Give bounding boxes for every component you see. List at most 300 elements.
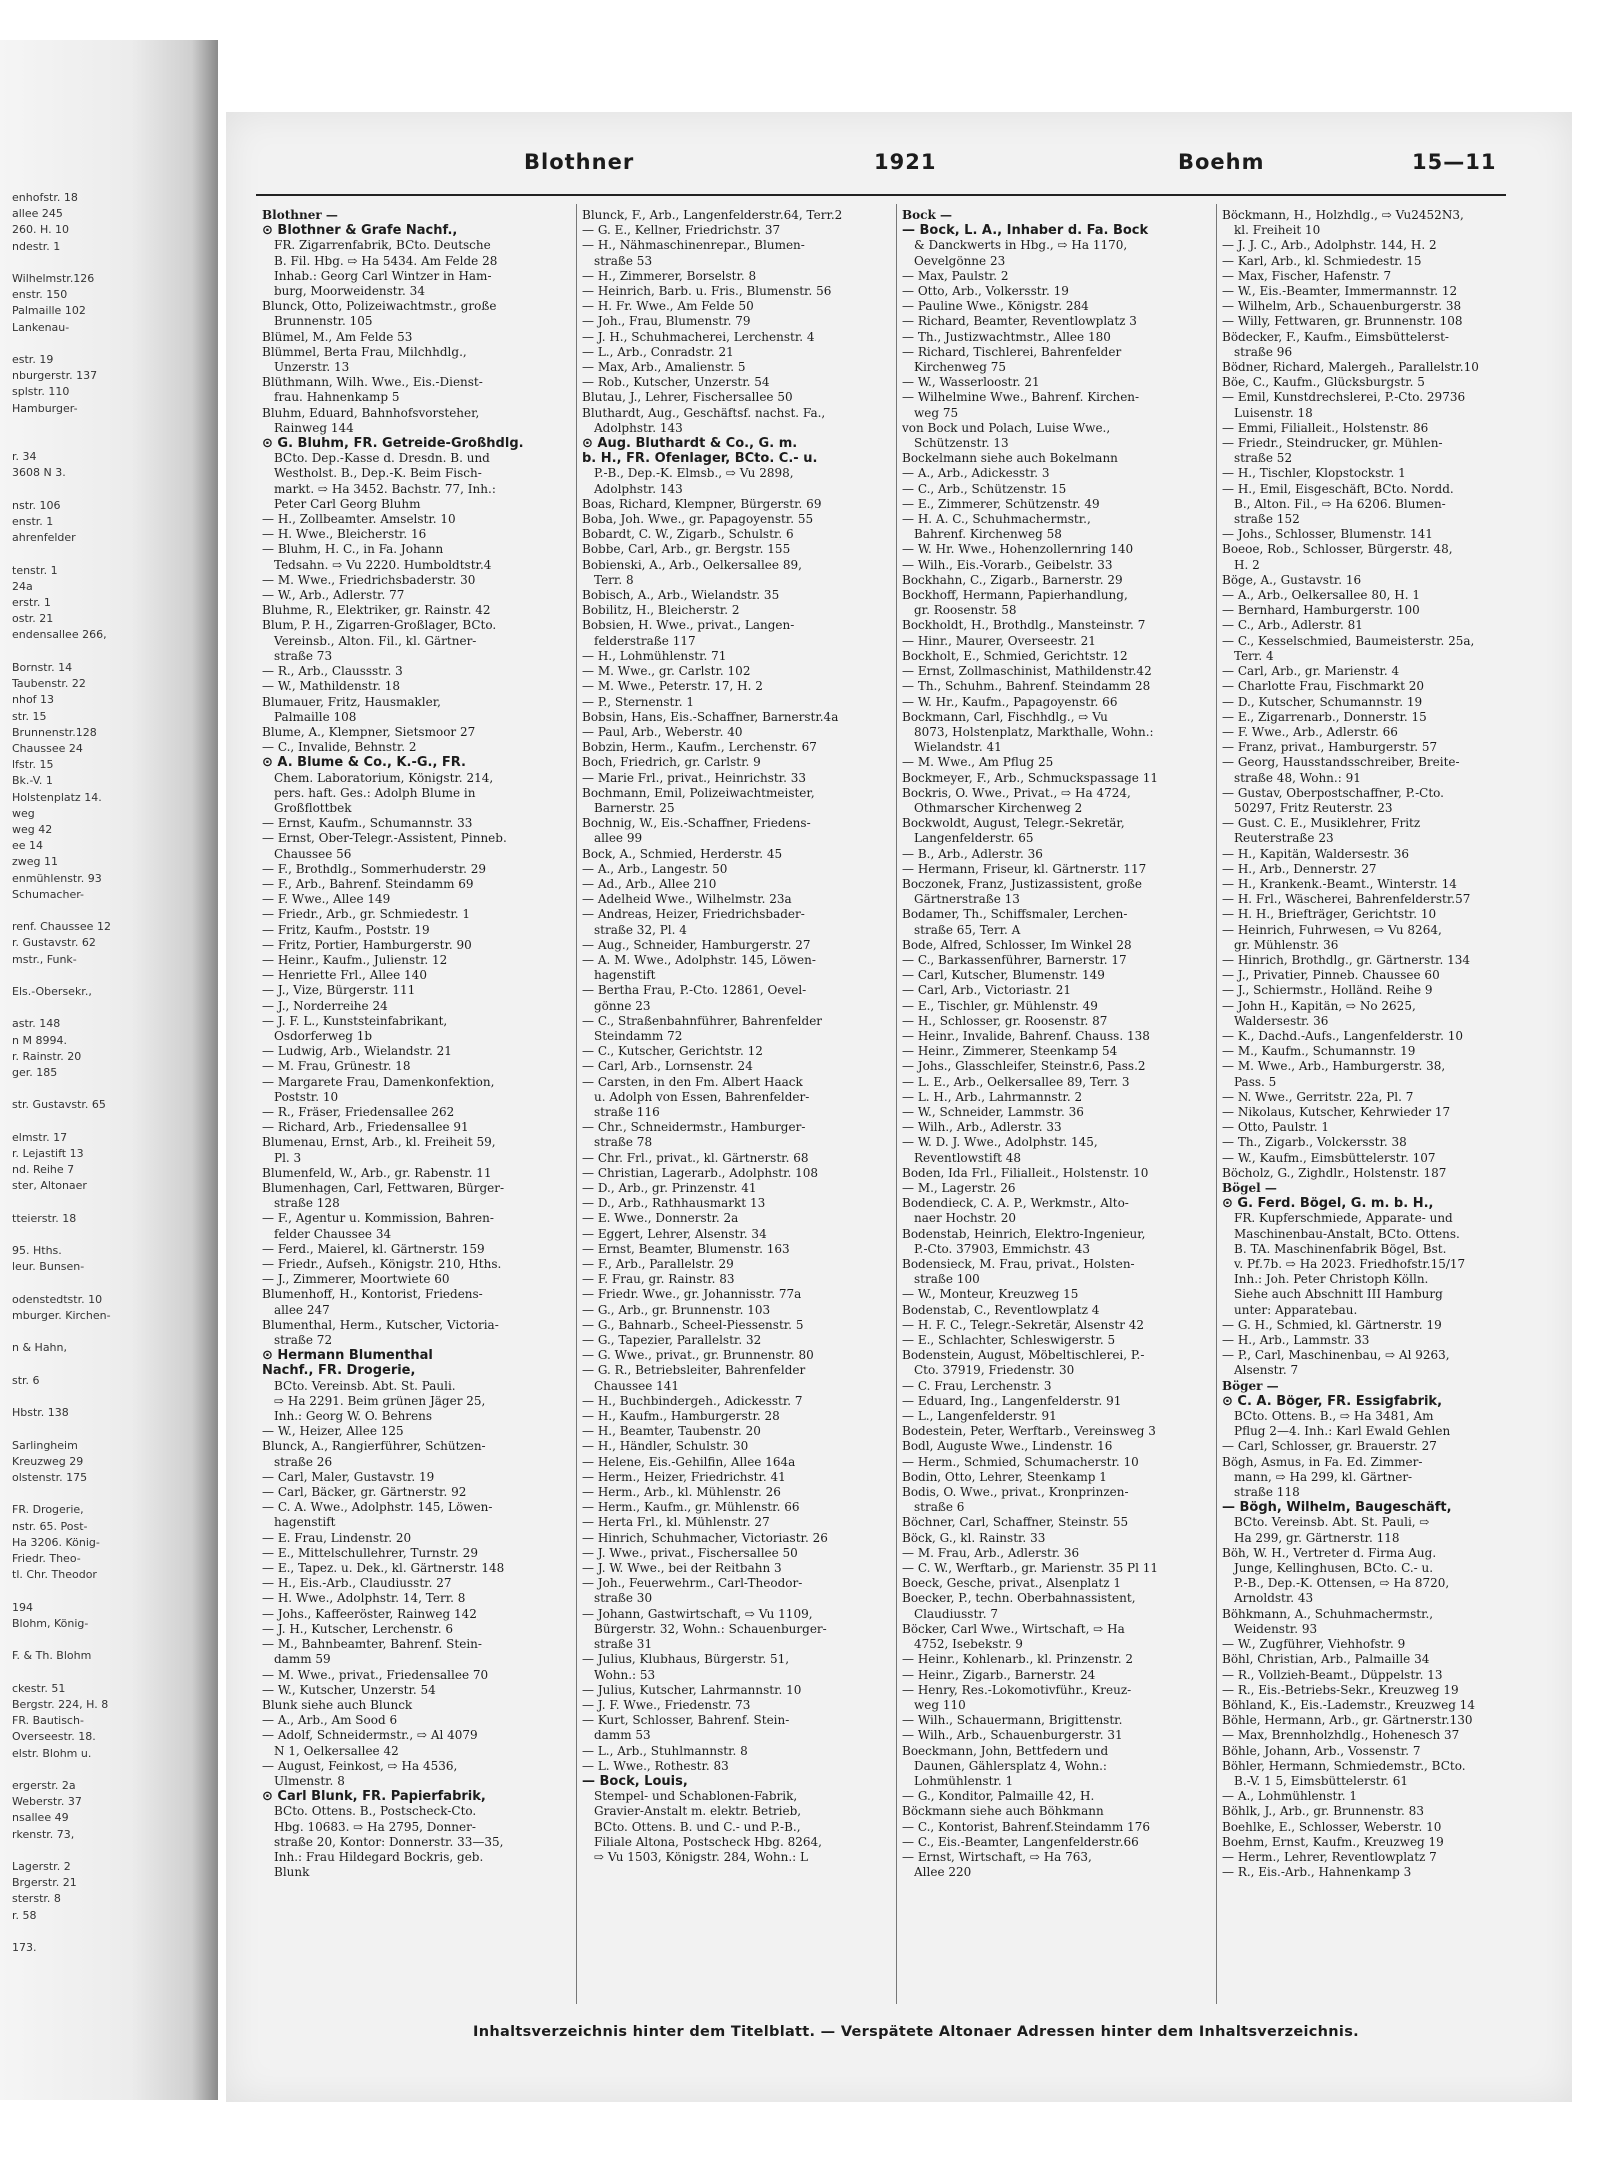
facing-page-line: nsallee 49 xyxy=(12,1811,69,1825)
directory-entry: Blümel, M., Am Felde 53 xyxy=(262,329,413,344)
directory-entry: Böge, A., Gustavstr. 16 xyxy=(1222,572,1362,587)
facing-page-line: Brgerstr. 21 xyxy=(12,1876,77,1890)
directory-entry: — Henriette Frl., Allee 140 xyxy=(262,968,427,983)
directory-entry: — Heinrich, Barb. u. Fris., Blumenstr. 56 xyxy=(582,284,832,299)
facing-page-line: ahrenfelder xyxy=(12,531,76,545)
directory-entry: u. Adolph von Essen, Bahrenfelder- xyxy=(594,1089,810,1104)
directory-entry: Arnoldstr. 43 xyxy=(1234,1591,1314,1606)
directory-entry: — Hinrich, Brothdlg., gr. Gärtnerstr. 134 xyxy=(1222,952,1470,967)
directory-entry: Boczonek, Franz, Justizassistent, große xyxy=(902,876,1142,891)
directory-entry: — Friedr., Aufseh., Königstr. 210, Hths. xyxy=(262,1257,502,1272)
directory-entry: — L. H., Arb., Lahrmannstr. 2 xyxy=(902,1089,1083,1104)
directory-entry: — Max, Brennholzhdlg., Hohenesch 37 xyxy=(1222,1728,1460,1743)
directory-entry: — E. Frau, Lindenstr. 20 xyxy=(262,1530,412,1545)
facing-page-line xyxy=(12,1114,130,1130)
directory-entry: Claudiusstr. 7 xyxy=(914,1606,998,1621)
directory-entry: Langenfelderstr. 65 xyxy=(914,831,1034,846)
facing-page-line: ger. 185 xyxy=(12,1065,58,1079)
directory-entry: — Pauline Wwe., Königstr. 284 xyxy=(902,299,1089,314)
directory-entry: — Julius, Kutscher, Lahrmannstr. 10 xyxy=(582,1682,802,1697)
directory-entry: damm 59 xyxy=(274,1652,331,1667)
directory-entry: ⊙ Carl Blunk, FR. Papierfabrik, xyxy=(262,1789,486,1805)
facing-page-line xyxy=(12,903,130,919)
directory-entry: — C. W., Werftarb., gr. Marienstr. 35 Pl 11 xyxy=(902,1561,1159,1576)
facing-page-line: splstr. 110 xyxy=(12,385,70,399)
directory-entry: b. H., FR. Ofenlager, BCto. C.- u. xyxy=(582,451,818,467)
facing-page-line: str. 6 xyxy=(12,1373,40,1387)
directory-entry: Böcholz, G., Zighdlr., Holstenstr. 187 xyxy=(1222,1165,1447,1180)
directory-entry: Reventlowstift 48 xyxy=(914,1150,1022,1165)
directory-entry: P.-B., Dep.-K. Elmsb., ⇨ Vu 2898, xyxy=(594,466,794,481)
directory-entry: — Carl, Arb., Lornsenstr. 24 xyxy=(582,1059,753,1074)
facing-page-line: Kreuzweg 29 xyxy=(12,1454,84,1468)
directory-entry: — Herm., Schmied, Schumacherstr. 10 xyxy=(902,1454,1139,1469)
directory-entry: Vereinsb., Alton. Fil., kl. Gärtner- xyxy=(274,633,477,648)
directory-entry: ⊙ Hermann Blumenthal xyxy=(262,1348,433,1364)
directory-entry: — Wilhelmine Wwe., Bahrenf. Kirchen- xyxy=(902,390,1140,405)
directory-entry: Bodis, O. Wwe., privat., Kronprinzen- xyxy=(902,1485,1129,1500)
directory-entry: — August, Feinkost, ⇨ Ha 4536, xyxy=(262,1758,458,1773)
directory-entry: — Max, Arb., Amalienstr. 5 xyxy=(582,360,746,375)
directory-entry: straße 20, Kontor: Donnerstr. 33—35, xyxy=(274,1834,504,1849)
directory-entry: — Christian, Lagerarb., Adolphstr. 108 xyxy=(582,1165,819,1180)
directory-entry: — E., Zigarrenarb., Donnerstr. 15 xyxy=(1222,709,1427,724)
directory-entry: Daunen, Gählersplatz 4, Wohn.: xyxy=(914,1758,1107,1773)
directory-entry: — L., Arb., Conradstr. 21 xyxy=(582,344,734,359)
directory-entry: Chem. Laboratorium, Königstr. 214, xyxy=(274,770,494,785)
page-footer-note: Inhaltsverzeichnis hinter dem Titelblatt. — Verspätete Altonaer Adressen hinter dem Inhaltsverzeichnis. xyxy=(473,2024,1359,2040)
directory-entry: hagenstift xyxy=(594,968,656,983)
directory-entry: Boas, Richard, Klempner, Bürgerstr. 69 xyxy=(582,496,822,511)
facing-page-line xyxy=(12,1664,130,1680)
directory-entry: Bochnig, W., Eis.-Schaffner, Friedens- xyxy=(582,816,811,831)
directory-entry: — G., Arb., gr. Brunnenstr. 103 xyxy=(582,1302,771,1317)
directory-entry: B.-V. 1 5, Eimsbüttelerstr. 61 xyxy=(1234,1773,1408,1788)
facing-page-line: estr. 19 xyxy=(12,353,54,367)
directory-entry: — F. Wwe., Arb., Adlerstr. 66 xyxy=(1222,724,1398,739)
facing-page-line: nstr. 106 xyxy=(12,498,61,512)
directory-entry: Bögh, Asmus, in Fa. Ed. Zimmer- xyxy=(1222,1454,1423,1469)
directory-entry: — J. H., Kutscher, Lerchenstr. 6 xyxy=(262,1621,453,1636)
facing-page-line: weg xyxy=(12,806,35,820)
directory-entry: — Wilh., Arb., Adlerstr. 33 xyxy=(902,1120,1062,1135)
directory-entry: Kirchenweg 75 xyxy=(914,360,1006,375)
directory-entry: Böhler, Hermann, Schmiedemstr., BCto. xyxy=(1222,1758,1466,1773)
entry-column-4 xyxy=(1222,208,1532,2008)
directory-entry: markt. ⇨ Ha 3452. Bachstr. 77, Inh.: xyxy=(274,481,496,496)
directory-entry: Inh.: Joh. Peter Christoph Kölln. xyxy=(1234,1272,1429,1287)
directory-entry: Bodl, Auguste Wwe., Lindenstr. 16 xyxy=(902,1439,1113,1454)
facing-page-line: erstr. 1 xyxy=(12,596,51,610)
directory-entry: straße 31 xyxy=(594,1637,653,1652)
directory-entry: — M., Kaufm., Schumannstr. 19 xyxy=(1222,1044,1416,1059)
facing-page-line: olstenstr. 175 xyxy=(12,1471,88,1485)
directory-entry: — E., Tischler, gr. Mühlenstr. 49 xyxy=(902,998,1098,1013)
facing-page-line xyxy=(12,1000,130,1016)
directory-entry: ⊙ G. Bluhm, FR. Getreide-Großhdlg. xyxy=(262,436,524,452)
facing-page-line: mstr., Funk- xyxy=(12,952,77,966)
directory-entry: Böcker, Carl Wwe., Wirtschaft, ⇨ Ha xyxy=(902,1621,1125,1636)
facing-page-line: ster, Altonaer xyxy=(12,1179,87,1193)
directory-entry: — E., Tapez. u. Dek., kl. Gärtnerstr. 148 xyxy=(262,1561,505,1576)
directory-entry: — Hinr., Maurer, Overseestr. 21 xyxy=(902,633,1096,648)
directory-entry: — Carl, Arb., Victoriastr. 21 xyxy=(902,983,1071,998)
directory-entry: — Th., Schuhm., Bahrenf. Steindamm 28 xyxy=(902,679,1151,694)
facing-page-line: Holstenplatz 14. xyxy=(12,790,102,804)
header-year: 1921 xyxy=(874,150,937,174)
directory-entry: — Marie Frl., privat., Heinrichstr. 33 xyxy=(582,770,806,785)
directory-entry: — C., Invalide, Behnstr. 2 xyxy=(262,740,417,755)
directory-entry: frau. Hahnenkamp 5 xyxy=(274,390,400,405)
directory-entry: — C., Barkassenführer, Barnerstr. 17 xyxy=(902,952,1127,967)
directory-page xyxy=(226,112,1572,2102)
directory-entry: — J. J. C., Arb., Adolphstr. 144, H. 2 xyxy=(1222,238,1437,253)
facing-page-line: Blohm, König- xyxy=(12,1616,89,1630)
directory-entry: FR. Zigarrenfabrik, BCto. Deutsche xyxy=(274,238,491,253)
entry-column-1 xyxy=(262,208,572,2008)
directory-entry: — W., Zugführer, Viehhofstr. 9 xyxy=(1222,1637,1406,1652)
directory-entry: — Heinr., Zimmerer, Steenkamp 54 xyxy=(902,1044,1118,1059)
facing-page-line: FR. Bautisch- xyxy=(12,1714,84,1728)
directory-entry: ⊙ Aug. Bluthardt & Co., G. m. xyxy=(582,436,798,452)
directory-entry: Chaussee 141 xyxy=(594,1378,680,1393)
directory-entry: Inh.: Frau Hildegard Bockris, geb. xyxy=(274,1849,484,1864)
directory-entry: — Chr., Schneidermstr., Hamburger- xyxy=(582,1120,806,1135)
facing-page-line: ostr. 21 xyxy=(12,612,54,626)
directory-entry: — M. Wwe., Am Pflug 25 xyxy=(902,755,1054,770)
directory-entry: Hbg. 10683. ⇨ Ha 2795, Donner- xyxy=(274,1819,476,1834)
directory-entry: — A., Arb., Adickesstr. 3 xyxy=(902,466,1050,481)
directory-entry: Adolphstr. 143 xyxy=(594,420,683,435)
directory-entry: Bluthardt, Aug., Geschäftsf. nachst. Fa., xyxy=(582,405,826,420)
directory-entry: — J. W. Wwe., bei der Reitbahn 3 xyxy=(582,1561,782,1576)
directory-entry: Bodensieck, M. Frau, privat., Holsten- xyxy=(902,1257,1135,1272)
directory-entry: Inhab.: Georg Carl Wintzer in Ham- xyxy=(274,268,492,283)
directory-entry: — Gust. C. E., Musiklehrer, Fritz xyxy=(1222,816,1421,831)
directory-entry: — Willy, Fettwaren, gr. Brunnenstr. 108 xyxy=(1222,314,1463,329)
directory-entry: — G. R., Betriebsleiter, Bahrenfelder xyxy=(582,1363,806,1378)
facing-page-line: renf. Chaussee 12 xyxy=(12,920,111,934)
facing-page-line: enhofstr. 18 xyxy=(12,191,78,204)
directory-entry: straße 128 xyxy=(274,1196,340,1211)
directory-entry: Blumenhagen, Carl, Fettwaren, Bürger- xyxy=(262,1181,505,1195)
facing-page-line xyxy=(12,1583,130,1599)
directory-entry: Schützenstr. 13 xyxy=(914,436,1009,451)
facing-page-line: r. Lejastift 13 xyxy=(12,1146,84,1160)
directory-entry: — F., Arb., Parallelstr. 29 xyxy=(582,1257,734,1272)
directory-entry: Bodenstein, August, Möbeltischlerei, P.- xyxy=(902,1348,1145,1363)
facing-page-line: r. Rainstr. 20 xyxy=(12,1049,82,1063)
directory-entry: — C., Arb., Schützenstr. 15 xyxy=(902,481,1067,496)
directory-entry: straße 116 xyxy=(594,1104,660,1119)
directory-entry: — Franz, privat., Hamburgerstr. 57 xyxy=(1222,740,1438,755)
directory-entry: — Karl, Arb., kl. Schmiedestr. 15 xyxy=(1222,253,1422,268)
column-divider xyxy=(576,204,577,2004)
directory-entry: BCto. Vereinsb. Abt. St. Pauli, ⇨ xyxy=(1234,1515,1430,1530)
directory-entry: — R., Eis.-Arb., Hahnenkamp 3 xyxy=(1222,1865,1412,1880)
directory-entry: — Th., Zigarb., Volckersstr. 38 xyxy=(1222,1135,1407,1150)
facing-page-line: zweg 11 xyxy=(12,855,59,869)
directory-entry: — H. Wwe., Bleicherstr. 16 xyxy=(262,527,427,542)
directory-entry: Bobbe, Carl, Arb., gr. Bergstr. 155 xyxy=(582,542,791,557)
directory-entry: B. TA. Maschinenfabrik Bögel, Bst. xyxy=(1234,1241,1447,1256)
directory-entry: — A., Arb., Langestr. 50 xyxy=(582,861,728,876)
facing-page-line xyxy=(12,1195,130,1211)
directory-entry: — L. E., Arb., Oelkersallee 89, Terr. 3 xyxy=(902,1074,1130,1089)
directory-entry: — Johs., Schlosser, Blumenstr. 141 xyxy=(1222,527,1433,542)
facing-page-line: 95. Hths. xyxy=(12,1244,62,1258)
directory-entry: ⇨ Vu 1503, Königstr. 284, Wohn.: L xyxy=(594,1849,808,1864)
directory-entry: — John H., Kapitän, ⇨ No 2625, xyxy=(1222,998,1416,1013)
directory-entry: Barnerstr. 25 xyxy=(594,800,675,815)
directory-entry: — A., Arb., Am Sood 6 xyxy=(262,1713,398,1728)
directory-entry: — Johs., Kaffeeröster, Rainweg 142 xyxy=(262,1606,477,1621)
directory-entry: BCto. Ottens. B., Postscheck-Cto. xyxy=(274,1804,477,1819)
directory-entry: Steindamm 72 xyxy=(594,1028,683,1043)
directory-entry: — H., Eis.-Arb., Claudiusstr. 27 xyxy=(262,1576,452,1591)
directory-entry: — Carl, Kutscher, Blumenstr. 149 xyxy=(902,968,1105,983)
directory-entry: — Joh., Feuerwehrm., Carl-Theodor- xyxy=(582,1576,803,1591)
directory-entry: Weidenstr. 93 xyxy=(1234,1621,1318,1636)
facing-page-line: Sarlingheim xyxy=(12,1438,78,1452)
facing-page-line xyxy=(12,433,130,449)
directory-entry: — H., Kaufm., Hamburgerstr. 28 xyxy=(582,1409,780,1424)
directory-entry: — J., Zimmerer, Moortwiete 60 xyxy=(262,1272,450,1287)
directory-entry: Boecker, P., techn. Oberbahnassistent, xyxy=(902,1591,1136,1606)
entry-column-3 xyxy=(902,208,1212,2008)
facing-page-line: FR. Drogerie, xyxy=(12,1503,84,1517)
directory-entry: — W., Kutscher, Unzerstr. 54 xyxy=(262,1682,436,1697)
directory-entry: — H., Arb., Lammstr. 33 xyxy=(1222,1333,1370,1348)
directory-entry: allee 99 xyxy=(594,831,643,846)
directory-entry: — Herm., Arb., kl. Mühlenstr. 26 xyxy=(582,1485,781,1500)
directory-entry: ⊙ G. Ferd. Bögel, G. m. b. H., xyxy=(1222,1196,1434,1212)
facing-page-line: mburger. Kirchen- xyxy=(12,1309,111,1323)
directory-entry: ⊙ C. A. Böger, FR. Essigfabrik, xyxy=(1222,1393,1443,1409)
directory-entry: — Heinr., Invalide, Bahrenf. Chauss. 138 xyxy=(902,1028,1150,1043)
directory-entry: — G., Bahnarb., Scheel-Piessenstr. 5 xyxy=(582,1317,804,1332)
directory-entry: — G. E., Kellner, Friedrichstr. 37 xyxy=(582,223,781,238)
directory-entry: — H., Emil, Eisgeschäft, BCto. Nordd. xyxy=(1222,481,1454,496)
directory-entry: — Bögh, Wilhelm, Baugeschäft, xyxy=(1222,1500,1452,1516)
directory-entry: — C. A. Wwe., Adolphstr. 145, Löwen- xyxy=(262,1500,493,1515)
directory-entry: — H. A. C., Schuhmachermstr., xyxy=(902,512,1091,527)
directory-entry: Bödecker, F., Kaufm., Eimsbüttelerst- xyxy=(1222,329,1449,344)
directory-entry: — Ernst, Wirtschaft, ⇨ Ha 763, xyxy=(902,1849,1092,1864)
directory-entry: — W., Monteur, Kreuzweg 15 xyxy=(902,1287,1079,1302)
directory-entry: — R., Vollzieh-Beamt., Düppelstr. 13 xyxy=(1222,1667,1443,1682)
directory-entry: — Georg, Hausstandsschreiber, Breite- xyxy=(1222,755,1460,770)
directory-entry: felder Chaussee 34 xyxy=(274,1226,392,1241)
facing-page-line: sterstr. 8 xyxy=(12,1892,61,1906)
directory-entry: — Ernst, Zollmaschinist, Mathildenstr.42 xyxy=(902,664,1152,679)
directory-entry: Bahrenf. Kirchenweg 58 xyxy=(914,527,1062,542)
directory-entry: allee 247 xyxy=(274,1302,330,1317)
directory-entry: — M. Frau, Grünestr. 18 xyxy=(262,1059,411,1074)
directory-entry: kl. Freiheit 10 xyxy=(1234,223,1321,238)
directory-entry: Maschinenbau-Anstalt, BCto. Ottens. xyxy=(1234,1226,1460,1241)
facing-page-line: allee 245 xyxy=(12,207,63,221)
directory-entry: Westholst. B., Dep.-K. Beim Fisch- xyxy=(274,466,482,481)
directory-entry: Blüthmann, Wilh. Wwe., Eis.-Dienst- xyxy=(262,375,483,390)
directory-entry: Boba, Joh. Wwe., gr. Papagoyenstr. 55 xyxy=(582,512,814,527)
directory-entry: v. Pf.7b. ⇨ Ha 2023. Friedhofstr.15/17 xyxy=(1234,1257,1466,1272)
facing-page-line: r. 58 xyxy=(12,1908,37,1922)
directory-entry: — Wilhelm, Arb., Schauenburgerstr. 38 xyxy=(1222,299,1462,314)
facing-page-line xyxy=(12,1632,130,1648)
facing-page-line xyxy=(12,336,130,352)
facing-page-line: F. & Th. Blohm xyxy=(12,1649,92,1663)
facing-page-line xyxy=(12,1762,130,1778)
directory-entry: — E., Mittelschullehrer, Turnstr. 29 xyxy=(262,1545,478,1560)
directory-entry: — Aug., Schneider, Hamburgerstr. 27 xyxy=(582,937,811,952)
directory-entry: Blumauer, Fritz, Hausmakler, xyxy=(262,694,441,709)
directory-entry: — L., Langenfelderstr. 91 xyxy=(902,1409,1057,1424)
directory-entry: — Rob., Kutscher, Unzerstr. 54 xyxy=(582,375,770,390)
facing-page-line: enmühlenstr. 93 xyxy=(12,871,102,885)
directory-entry: — Herm., Heizer, Friedrichstr. 41 xyxy=(582,1469,786,1484)
directory-entry: Bobisch, A., Arb., Wielandstr. 35 xyxy=(582,588,780,603)
directory-entry: — E., Zimmerer, Schützenstr. 49 xyxy=(902,496,1100,511)
facing-page-line: rkenstr. 73, xyxy=(12,1827,75,1841)
directory-entry: straße 6 xyxy=(914,1500,965,1515)
directory-entry: — C., Straßenbahnführer, Bahrenfelder xyxy=(582,1013,823,1028)
facing-page-line: Schumacher- xyxy=(12,887,85,901)
directory-entry: — G. H., Schmied, kl. Gärtnerstr. 19 xyxy=(1222,1317,1442,1332)
directory-entry: Blume, A., Klempner, Sietsmoor 27 xyxy=(262,724,476,739)
column-divider xyxy=(896,204,897,2004)
directory-entry: — D., Kutscher, Schumannstr. 19 xyxy=(1222,694,1423,709)
directory-entry: Bockhahn, C., Zigarb., Barnerstr. 29 xyxy=(902,572,1123,587)
directory-entry: Othmarscher Kirchenweg 2 xyxy=(914,800,1083,815)
directory-entry: — H., Nähmaschinenrepar., Blumen- xyxy=(582,238,805,253)
directory-entry: Reuterstraße 23 xyxy=(1234,831,1334,846)
directory-entry: Siehe auch Abschnitt III Hamburg xyxy=(1234,1287,1443,1302)
directory-entry: damm 53 xyxy=(594,1728,651,1743)
directory-entry: Bockmann, Carl, Fischhdlg., ⇨ Vu xyxy=(902,709,1108,724)
header-rule xyxy=(256,194,1506,196)
directory-entry: — A., Lohmühlenstr. 1 xyxy=(1222,1789,1358,1804)
directory-entry: — Hinrich, Schuhmacher, Victoriastr. 26 xyxy=(582,1530,828,1545)
directory-entry: — Henry, Res.-Lokomotivführ., Kreuz- xyxy=(902,1682,1132,1697)
directory-entry: Bockholt, E., Schmied, Gerichtstr. 12 xyxy=(902,648,1128,663)
directory-entry: gr. Mühlenstr. 36 xyxy=(1234,937,1339,952)
directory-entry: — L. Wwe., Rothestr. 83 xyxy=(582,1758,729,1773)
directory-entry: 50297, Fritz Reuterstr. 23 xyxy=(1234,800,1393,815)
directory-entry: — Ferd., Maierel, kl. Gärtnerstr. 159 xyxy=(262,1241,485,1256)
directory-entry: — Wilh., Schauermann, Brigittenstr. xyxy=(902,1713,1123,1728)
directory-entry: straße 100 xyxy=(914,1272,980,1287)
directory-entry: — Hermann, Friseur, kl. Gärtnerstr. 117 xyxy=(902,861,1147,876)
facing-page-line: tteierstr. 18 xyxy=(12,1211,77,1225)
directory-entry: — Heinr., Kaufm., Julienstr. 12 xyxy=(262,952,448,967)
directory-entry: weg 75 xyxy=(914,405,959,420)
directory-entry: weg 110 xyxy=(914,1697,966,1712)
facing-page-line: enstr. 150 xyxy=(12,288,68,302)
directory-entry: Großflottbek xyxy=(274,800,352,815)
directory-entry: N 1, Oelkersallee 42 xyxy=(274,1743,399,1758)
directory-entry: gönne 23 xyxy=(594,998,651,1013)
directory-entry: — Ernst, Kaufm., Schumannstr. 33 xyxy=(262,816,473,831)
entry-column-2 xyxy=(582,208,892,2008)
directory-entry: — Charlotte Frau, Fischmarkt 20 xyxy=(1222,679,1425,694)
facing-page-line: endensallee 266, xyxy=(12,628,107,642)
directory-entry: — Johann, Gastwirtschaft, ⇨ Vu 1109, xyxy=(582,1606,813,1621)
facing-page-line: astr. 148 xyxy=(12,1017,61,1031)
directory-entry: — Carl, Bäcker, gr. Gärtnerstr. 92 xyxy=(262,1485,467,1500)
directory-entry: Allee 220 xyxy=(914,1865,972,1880)
directory-entry: Böhkmann, A., Schuhmachermstr., xyxy=(1222,1606,1434,1621)
directory-entry: 8073, Holstenplatz, Markthalle, Wohn.: xyxy=(914,724,1154,739)
directory-entry: — M. Wwe., privat., Friedensallee 70 xyxy=(262,1667,489,1682)
facing-page-line xyxy=(12,644,130,660)
directory-entry: straße 30 xyxy=(594,1591,653,1606)
directory-entry: Bodestein, Peter, Werftarb., Vereinsweg 3 xyxy=(902,1424,1156,1439)
facing-page-line: Overseestr. 18. xyxy=(12,1730,96,1744)
directory-entry: — Fritz, Kaufm., Poststr. 19 xyxy=(262,922,430,937)
facing-page-line: Hbstr. 138 xyxy=(12,1406,69,1420)
directory-entry: Filiale Altona, Postscheck Hbg. 8264, xyxy=(594,1834,822,1849)
directory-entry: — Ernst, Ober-Telegr.-Assistent, Pinneb. xyxy=(262,831,507,846)
directory-entry: — W., Arb., Adlerstr. 77 xyxy=(262,588,405,603)
directory-entry: Böhland, K., Eis.-Lademstr., Kreuzweg 14 xyxy=(1222,1697,1475,1712)
directory-entry: — Wilh., Eis.-Vorarb., Geibelstr. 33 xyxy=(902,557,1113,572)
directory-entry: — Herm., Lehrer, Reventlowplatz 7 xyxy=(1222,1849,1437,1864)
directory-entry: Blunk siehe auch Blunck xyxy=(262,1697,413,1712)
facing-page-line: r. 34 xyxy=(12,450,37,464)
directory-entry: — Paul, Arb., Weberstr. 40 xyxy=(582,724,743,739)
directory-entry: Boeoe, Rob., Schlosser, Bürgerstr. 48, xyxy=(1222,542,1453,557)
directory-entry: — Ad., Arb., Allee 210 xyxy=(582,876,717,891)
directory-entry: Bobilitz, H., Bleicherstr. 2 xyxy=(582,603,740,618)
facing-page-line: ckestr. 51 xyxy=(12,1681,66,1695)
facing-page-line: nstr. 65. Post- xyxy=(12,1519,88,1533)
directory-entry: — W., Schneider, Lammstr. 36 xyxy=(902,1104,1084,1119)
directory-entry: — Andreas, Heizer, Friedrichsbader- xyxy=(582,907,805,922)
directory-entry: — Otto, Paulstr. 1 xyxy=(1222,1120,1330,1135)
facing-page-line: odenstedtstr. 10 xyxy=(12,1292,103,1306)
directory-entry: — Joh., Frau, Blumenstr. 79 xyxy=(582,314,751,329)
directory-entry: Böchner, Carl, Schaffner, Steinstr. 55 xyxy=(902,1515,1129,1530)
directory-entry: P.-Cto. 37903, Emmichstr. 43 xyxy=(914,1241,1091,1256)
facing-page-line: Brunnenstr.128 xyxy=(12,725,97,739)
directory-entry: Bochmann, Emil, Polizeiwachtmeister, xyxy=(582,785,815,800)
directory-entry: Adolphstr. 143 xyxy=(594,481,683,496)
directory-entry: Terr. 8 xyxy=(594,572,634,587)
directory-entry: Bockhoff, Hermann, Papierhandlung, xyxy=(902,588,1128,603)
facing-page-line: nhof 13 xyxy=(12,693,55,707)
directory-entry: Gravier-Anstalt m. elektr. Betrieb, xyxy=(594,1804,802,1819)
directory-entry: — R., Eis.-Betriebs-Sekr., Kreuzweg 19 xyxy=(1222,1682,1459,1697)
directory-entry: — R., Arb., Claussstr. 3 xyxy=(262,664,403,679)
directory-entry: — R., Fräser, Friedensallee 262 xyxy=(262,1104,455,1119)
facing-page-line: Wilhelmstr.126 xyxy=(12,272,95,286)
directory-entry: unter: Apparatebau. xyxy=(1234,1302,1358,1317)
directory-entry: — M., Bahnbeamter, Bahrenf. Stein- xyxy=(262,1637,482,1652)
directory-entry: Bodenstab, Heinrich, Elektro-Ingenieur, xyxy=(902,1226,1146,1241)
directory-entry: Junge, Kellinghusen, BCto. C.- u. xyxy=(1234,1561,1434,1576)
directory-entry: — Nikolaus, Kutscher, Kehrwieder 17 xyxy=(1222,1104,1451,1119)
directory-entry: — Bluhm, H. C., in Fa. Johann xyxy=(262,542,444,557)
facing-page-line: n M 8994. xyxy=(12,1033,67,1047)
directory-entry: — W. Hr., Kaufm., Papagoyenstr. 66 xyxy=(902,694,1118,709)
directory-entry: felderstraße 117 xyxy=(594,633,696,648)
directory-entry: — Heinr., Zigarb., Barnerstr. 24 xyxy=(902,1667,1096,1682)
directory-entry: — H., Zimmerer, Borselstr. 8 xyxy=(582,268,757,283)
directory-entry: — Richard, Beamter, Reventlowplatz 3 xyxy=(902,314,1137,329)
directory-entry: Bödner, Richard, Malergeh., Parallelstr.10 xyxy=(1222,360,1479,375)
directory-entry: Waldersestr. 36 xyxy=(1234,1013,1329,1028)
